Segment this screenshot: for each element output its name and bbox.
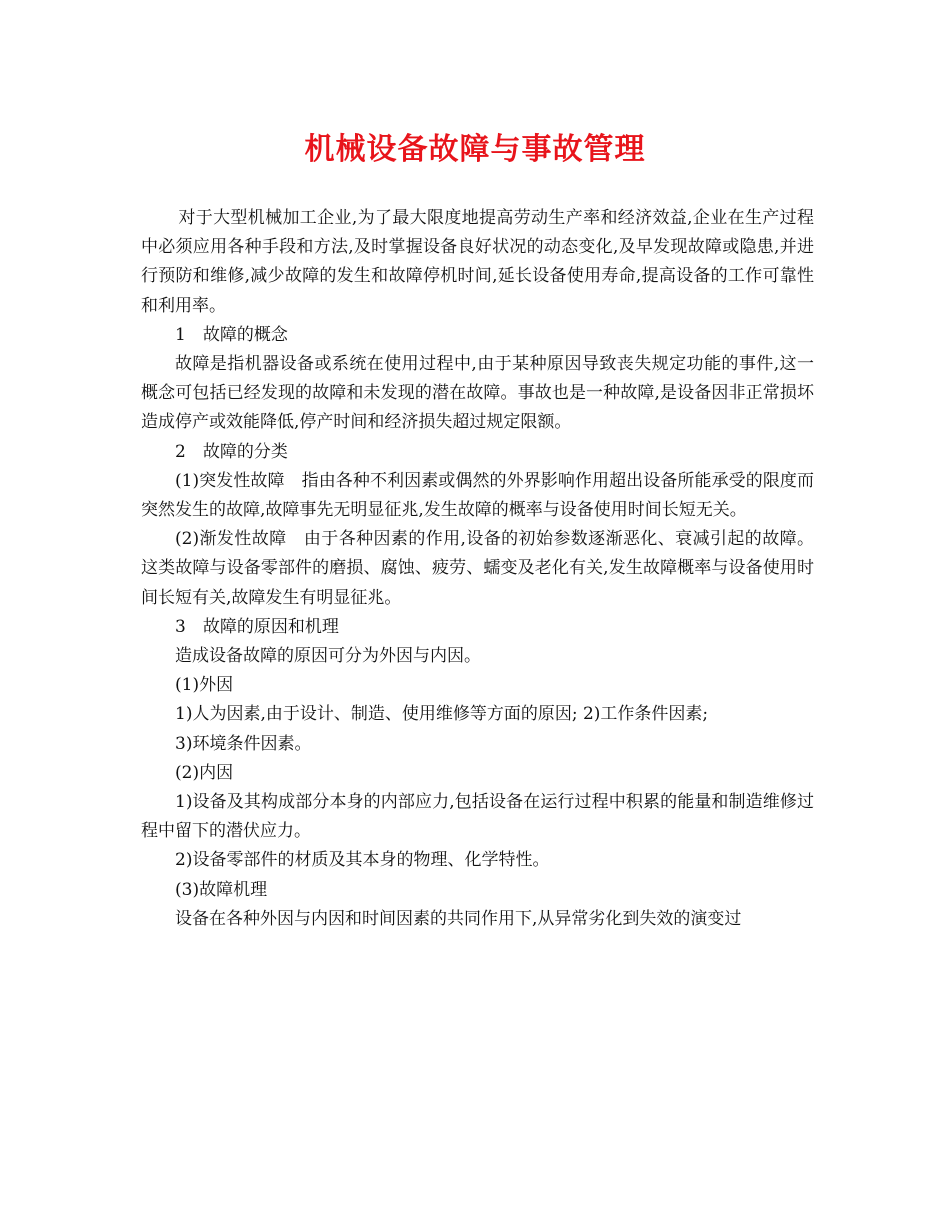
intro-paragraph: 对于大型机械加工企业,为了最大限度地提高劳动生产率和经济效益,企业在生产过程中必须应用各种手段和方法,及时掌握设备良好状况的动态变化,及早发现故障或隐患,并进行预防和维修,减少故障的发生和故障停机时间,延长设备使用寿命,提高设备的工作可靠性和利用率。 <box>141 208 814 316</box>
causes-paragraph: 造成设备故障的原因可分为外因与内因。 <box>175 646 481 667</box>
sudden-failure-paragraph: (1)突发性故障 指由各种不利因素或偶然的外界影响作用超出设备所能承受的限度而突然发生的故障,故障事先无明显征兆,发生故障的概率与设备使用时间长短无关。 <box>141 470 814 521</box>
document-title: 机械设备故障与事故管理 <box>304 132 646 167</box>
external-causes-heading: (1)外因 <box>175 675 234 696</box>
document-body <box>141 204 814 934</box>
internal-cause-2: 2)设备零部件的材质及其本身的物理、化学特性。 <box>175 850 550 871</box>
internal-causes-heading: (2)内因 <box>175 762 234 783</box>
internal-cause-1: 1)设备及其构成部分本身的内部应力,包括设备在运行过程中积累的能量和制造维修过程中留下的潜伏应力。 <box>141 792 814 842</box>
concept-paragraph: 故障是指机器设备或系统在使用过程中,由于某种原因导致丧失规定功能的事件,这一概念可包括已经发现的故障和未发现的潜在故障。事故也是一种故障,是设备因非正常损坏造成停产或效能降低,停产时间和经济损失超过规定限额。 <box>141 354 814 433</box>
external-causes-list-1: 1)人为因素,由于设计、制造、使用维修等方面的原因; 2)工作条件因素; <box>175 704 709 725</box>
failure-mechanism-heading: (3)故障机理 <box>175 879 268 900</box>
section-heading-classification: 2 故障的分类 <box>175 441 288 462</box>
section-heading-causes: 3 故障的原因和机理 <box>175 616 339 637</box>
gradual-failure-paragraph: (2)渐发性故障 由于各种因素的作用,设备的初始参数逐渐恶化、衰减引起的故障。这类故障与设备零部件的磨损、腐蚀、疲劳、蠕变及老化有关,发生故障概率与设备使用时间长短有关,故障发生有明显征兆。 <box>141 529 814 608</box>
section-heading-concept: 1 故障的概念 <box>175 324 288 345</box>
failure-mechanism-paragraph: 设备在各种外因与内因和时间因素的共同作用下,从异常劣化到失效的演变过 <box>175 908 742 929</box>
external-causes-list-2: 3)环境条件因素。 <box>175 733 312 754</box>
